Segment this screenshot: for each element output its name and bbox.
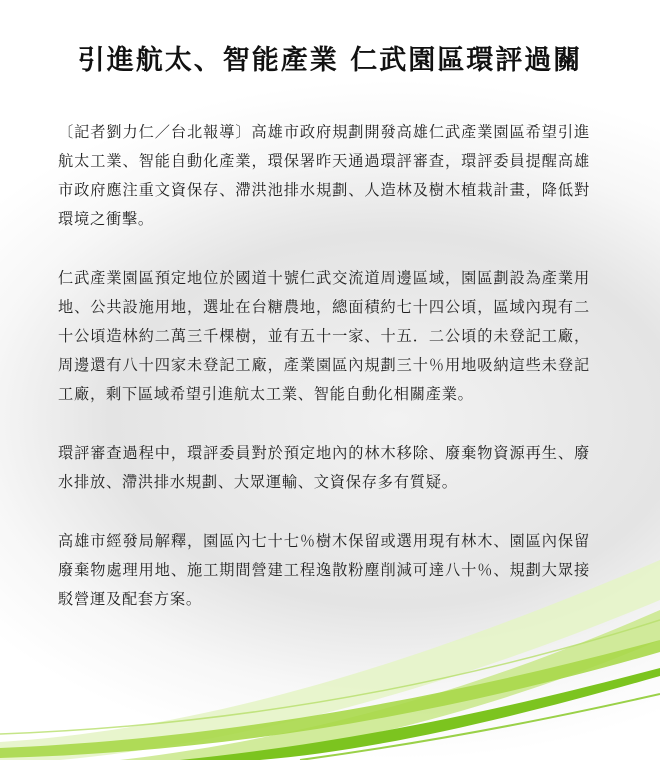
article-paragraph: 仁武產業園區預定地位於國道十號仁武交流道周邊區域，園區劃設為產業用地、公共設施用地，選址在台糖農地，總面積約七十四公頃，區域內現有二十公頃造林約二萬三千棵樹，並有五十一家、十五．二公頃的未登記工廠，周邊還有八十四家未登記工廠，產業園區內規劃三十％用地吸納這些未登記工廠，剩下區域希望引進航太工業、智能自動化相關產業。: [58, 269, 590, 403]
article-paragraph: 〔記者劉力仁／台北報導〕高雄市政府規劃開發高雄仁武產業園區希望引進航太工業、智能自動化產業，環保署昨天通過環評審查，環評委員提醒高雄市政府應注重文資保存、滯洪池排水規劃、人造林及樹木植栽計畫，降低對環境之衝擊。: [58, 123, 590, 228]
article-headline: 引進航太、智能產業 仁武園區環評過關: [77, 45, 583, 76]
article-paragraph: 環評審查過程中，環評委員對於預定地內的林木移除、廢棄物資源再生、廢水排放、滯洪排水規劃、大眾運輸、文資保存多有質疑。: [58, 444, 590, 491]
article-paragraph: 高雄市經發局解釋，園區內七十七％樹木保留或選用現有林木、園區內保留廢棄物處理用地、施工期間營建工程逸散粉塵削減可達八十％、規劃大眾接駁營運及配套方案。: [58, 532, 590, 608]
article-body: [58, 118, 590, 644]
